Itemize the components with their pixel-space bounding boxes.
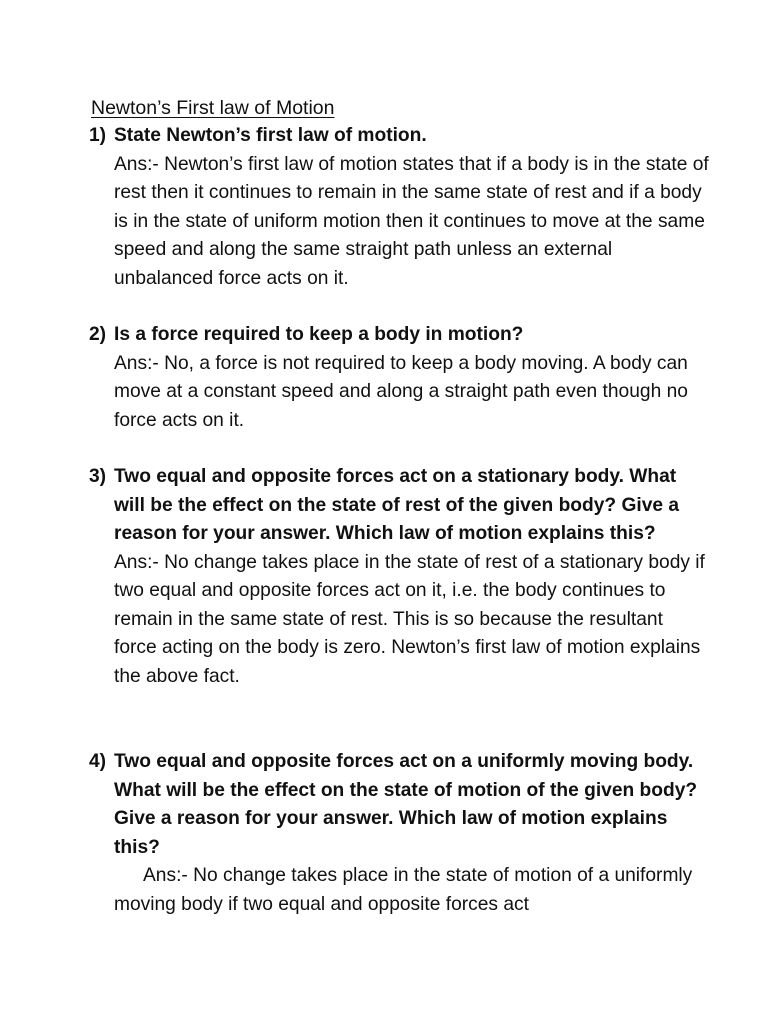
question-item [89,463,709,691]
question-number: 1) [89,125,107,146]
question-number: 4) [89,751,107,772]
question-text: Two equal and opposite forces act on a stationary body. What will be the effect on the state of rest of the given body? Give a reason for your answer. Which law of motion explains this? [114,466,680,544]
question-heading [89,321,709,350]
question-number: 2) [89,324,107,345]
answer-prefix: Ans:- [143,865,194,886]
answer-body: No, a force is not required to keep a body moving. A body can move at a constant speed and along a straight path even though no force acts on it. [114,352,688,431]
question-text: Two equal and opposite forces act on a uniformly moving body. What will be the effect on the state of motion of the given body? Give a reason for your answer. Which law of motion explains this? [114,751,698,858]
question-item [89,122,709,293]
question-number: 3) [89,466,107,487]
question-text: State Newton’s first law of motion. [114,125,427,146]
answer-text [114,151,709,294]
answer-text [114,862,709,919]
question-text: Is a force required to keep a body in motion? [114,324,524,345]
answer-text [114,549,709,692]
answer-prefix: Ans:- [114,153,165,175]
question-heading [89,463,709,549]
answer-body: No change takes place in the state of rest of a stationary body if two equal and opposite forces act on it, i.e. the body continues to remain in the same state of rest. This is so because the resultant force acting on the body is zero. Newton’s first law of motion explains the above fact. [114,551,705,687]
answer-text [114,350,709,436]
question-heading [89,122,709,151]
question-heading [89,748,709,862]
answer-prefix: Ans:- [114,551,165,573]
answer-body: Newton’s first law of motion states that if a body is in the state of rest then it continues to remain in the same state of rest and if a body is in the state of uniform motion then it continues to move at the same speed and along the same straight path unless an external unbalanced force acts on it. [114,153,709,289]
question-item [89,748,709,919]
answer-body: No change takes place in the state of motion of a uniformly moving body if two equal and opposite forces act [114,865,693,915]
document-title: Newton’s First law of Motion [91,97,335,119]
answer-prefix: Ans:- [114,352,165,374]
question-item [89,321,709,435]
